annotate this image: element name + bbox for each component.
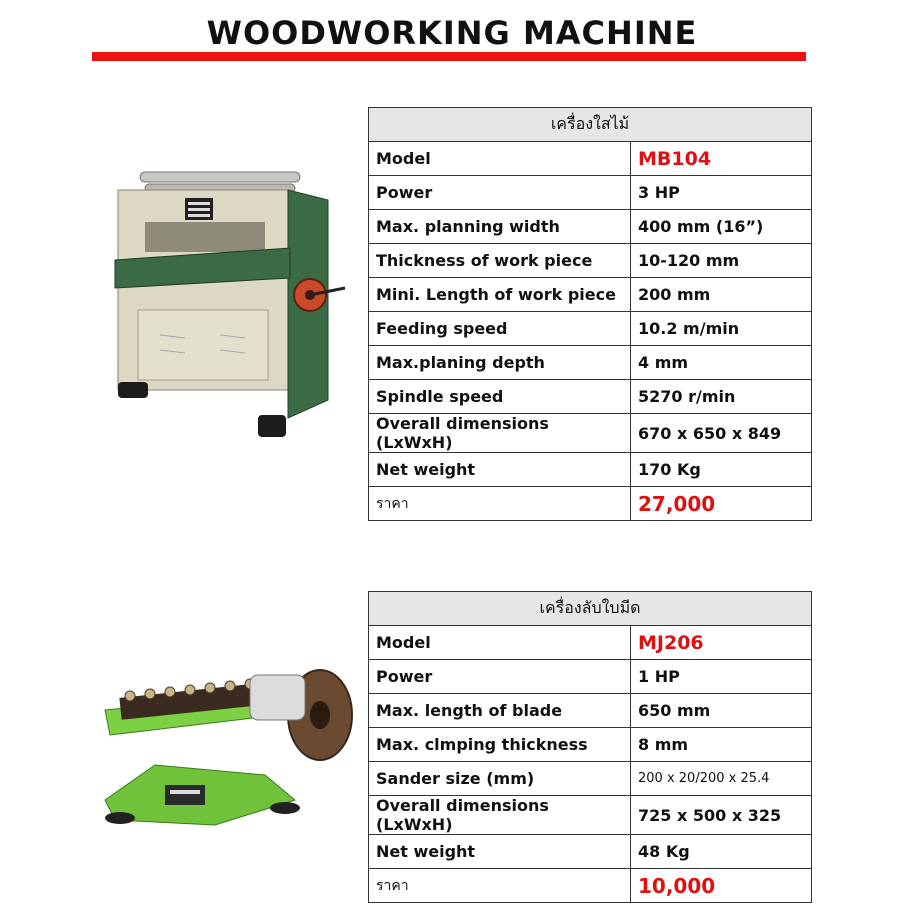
spec-value-model: MB104 — [631, 142, 812, 176]
spec-label: Mini. Length of work piece — [369, 278, 631, 312]
spec-label: Spindle speed — [369, 380, 631, 414]
price-label: ราคา — [369, 869, 631, 903]
spec-value: 10.2 m/min — [631, 312, 812, 346]
spec-row — [369, 176, 812, 210]
page-title: WOODWORKING MACHINE — [206, 14, 698, 52]
spec-label: Net weight — [369, 453, 631, 487]
spec-row — [369, 796, 812, 835]
spec-row-model — [369, 142, 812, 176]
planer-spec-table — [368, 107, 812, 521]
spec-label: Max.planing depth — [369, 346, 631, 380]
spec-label: Power — [369, 176, 631, 210]
spec-label: Max. clmping thickness — [369, 728, 631, 762]
spec-label: Power — [369, 660, 631, 694]
spec-row — [369, 762, 812, 796]
spec-value: 1 HP — [631, 660, 812, 694]
spec-value: 200 x 20/200 x 25.4 — [631, 762, 812, 796]
spec-value: 5270 r/min — [631, 380, 812, 414]
spec-label: Model — [369, 142, 631, 176]
spec-label: Max. planning width — [369, 210, 631, 244]
spec-row — [369, 380, 812, 414]
spec-label: Max. length of blade — [369, 694, 631, 728]
spec-label: Feeding speed — [369, 312, 631, 346]
title-underline — [92, 52, 806, 61]
planer-machine-image — [100, 160, 360, 450]
price-row — [369, 487, 812, 521]
spec-value: 8 mm — [631, 728, 812, 762]
spec-label: Model — [369, 626, 631, 660]
spec-label: Thickness of work piece — [369, 244, 631, 278]
spec-value-model: MJ206 — [631, 626, 812, 660]
spec-row-model — [369, 626, 812, 660]
spec-row — [369, 660, 812, 694]
spec-row — [369, 312, 812, 346]
price-value: 10,000 — [631, 869, 812, 903]
spec-row — [369, 728, 812, 762]
spec-label: Overall dimensions (LxWxH) — [369, 796, 631, 835]
spec-value: 10-120 mm — [631, 244, 812, 278]
spec-row — [369, 414, 812, 453]
spec-label: Net weight — [369, 835, 631, 869]
spec-value: 3 HP — [631, 176, 812, 210]
spec-value: 400 mm (16”) — [631, 210, 812, 244]
spec-row — [369, 453, 812, 487]
spec-value: 670 x 650 x 849 — [631, 414, 812, 453]
spec-value: 200 mm — [631, 278, 812, 312]
spec-value: 48 Kg — [631, 835, 812, 869]
table-title: เครื่องใสไม้ — [369, 108, 812, 142]
price-value: 27,000 — [631, 487, 812, 521]
spec-row — [369, 835, 812, 869]
spec-row — [369, 694, 812, 728]
spec-row — [369, 346, 812, 380]
spec-row — [369, 210, 812, 244]
spec-label: Sander size (mm) — [369, 762, 631, 796]
table-title: เครื่องลับใบมีด — [369, 592, 812, 626]
spec-value: 725 x 500 x 325 — [631, 796, 812, 835]
sharpener-spec-table — [368, 591, 812, 903]
spec-value: 650 mm — [631, 694, 812, 728]
spec-row — [369, 278, 812, 312]
spec-value: 170 Kg — [631, 453, 812, 487]
spec-value: 4 mm — [631, 346, 812, 380]
table-header-row — [369, 592, 812, 626]
price-row — [369, 869, 812, 903]
table-header-row — [369, 108, 812, 142]
price-label: ราคา — [369, 487, 631, 521]
spec-row — [369, 244, 812, 278]
blade-sharpener-image — [95, 650, 365, 830]
spec-label: Overall dimensions (LxWxH) — [369, 414, 631, 453]
